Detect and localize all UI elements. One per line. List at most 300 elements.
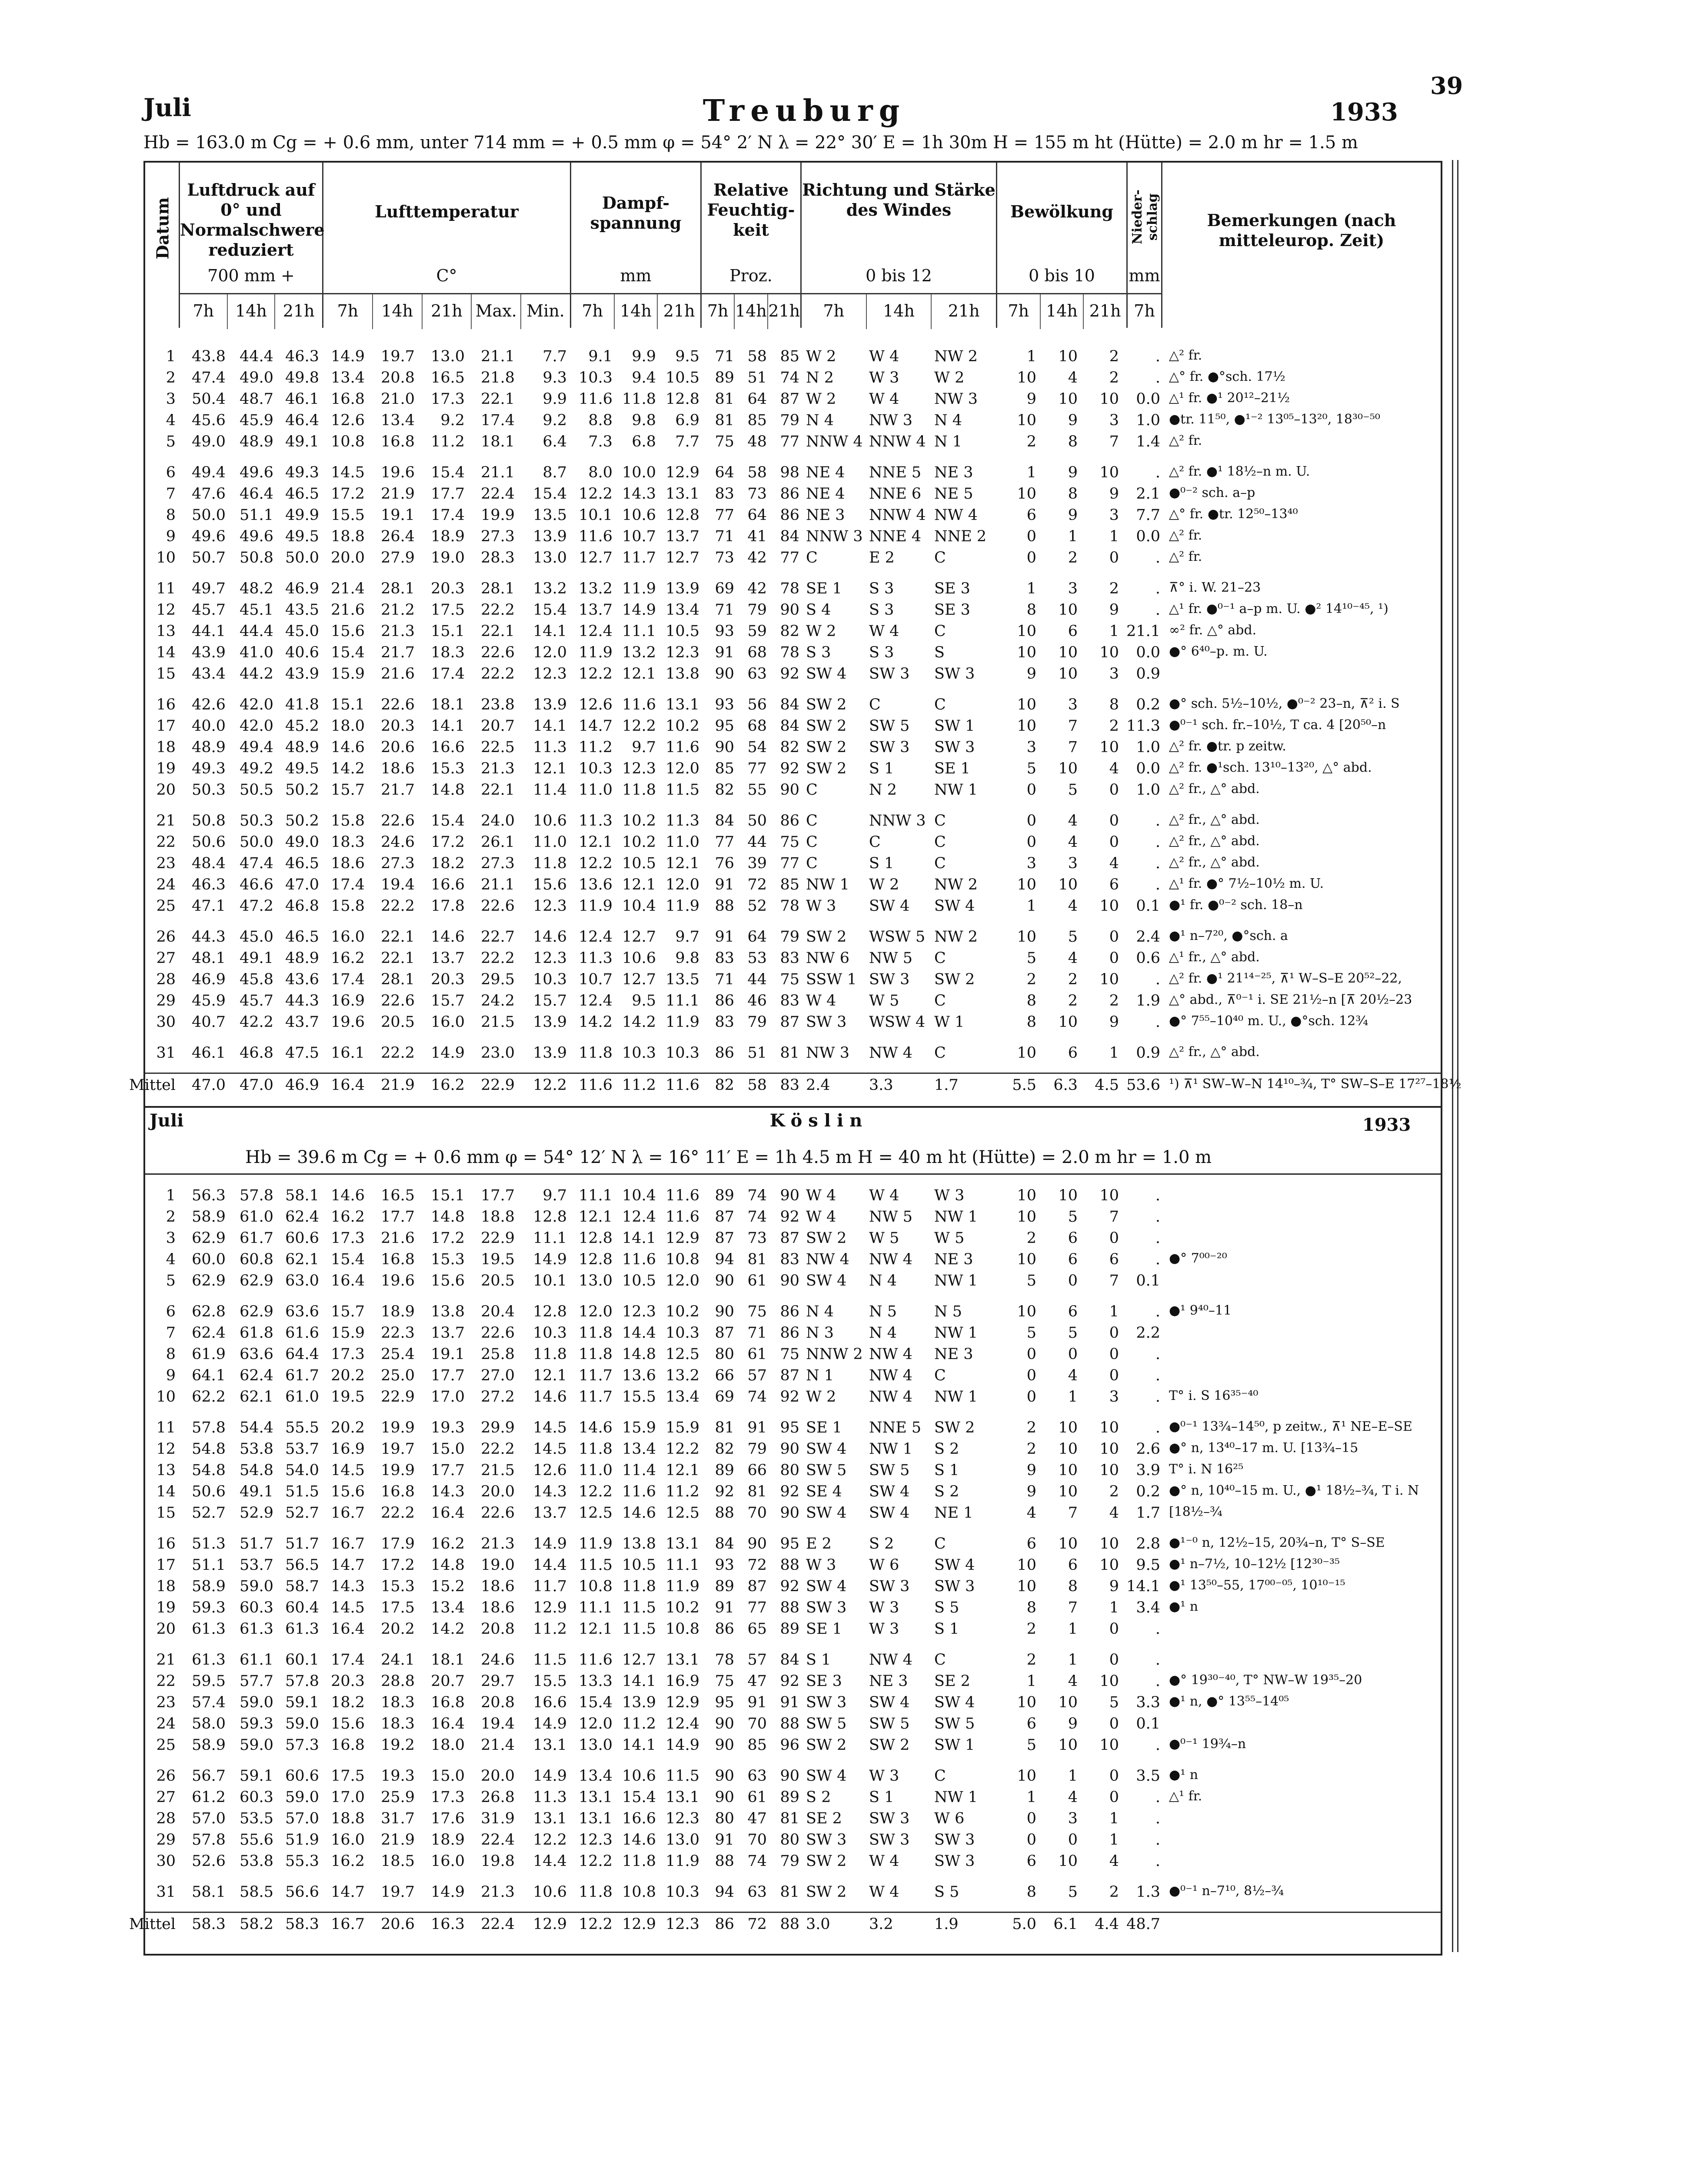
pressure-cell: 58.9 (192, 1578, 226, 1595)
wind-cell: E 2 (869, 549, 895, 566)
table-row (145, 525, 1441, 546)
vapour-cell: 13.7 (666, 528, 699, 545)
humidity-cell: 70 (747, 1504, 767, 1522)
remark-cell: △² fr., △° abd. (1169, 781, 1260, 796)
wind-cell: W 5 (934, 1229, 965, 1247)
temperature-cell: 14.6 (533, 928, 567, 946)
humidity-cell: 90 (780, 1440, 799, 1458)
cloud-cell: 10 (1099, 644, 1119, 661)
temperature-cell: 14.5 (331, 1462, 365, 1479)
pressure-cell: 50.0 (285, 549, 319, 566)
hour: 14h (735, 294, 768, 329)
humidity-cell: 80 (780, 1462, 799, 1479)
wind-cell: NW 1 (934, 1324, 978, 1342)
day-cell: 26 (156, 928, 176, 946)
pressure-cell: 48.2 (240, 580, 273, 597)
pressure-cell: 55.5 (285, 1419, 319, 1436)
temperature-cell: 27.3 (381, 855, 415, 872)
cloud-cell: 10 (1099, 739, 1119, 756)
vapour-cell: 12.0 (579, 1715, 613, 1733)
wind-cell: N 4 (869, 1324, 897, 1342)
humidity-cell: 87 (715, 1229, 734, 1247)
wind-cell: C (934, 623, 946, 640)
humidity-cell: 91 (780, 1694, 799, 1711)
vapour-cell: 10.2 (666, 1303, 699, 1320)
wind-cell: SW 3 (806, 1599, 847, 1616)
table-row (145, 693, 1441, 715)
day-cell: 24 (156, 876, 176, 893)
humidity-cell: 90 (715, 1272, 734, 1289)
temperature-cell: 24.2 (481, 992, 515, 1010)
table-row (145, 1011, 1441, 1032)
pressure-cell: 62.9 (240, 1303, 273, 1320)
humidity-cell: 70 (747, 1715, 767, 1733)
humidity-cell: 89 (715, 369, 734, 386)
table-row (145, 895, 1441, 916)
cloud-cell: 4 (1068, 1367, 1078, 1384)
cloud-cell: 4 (1109, 1504, 1119, 1522)
wind-cell: SE 3 (806, 1673, 842, 1690)
humidity-cell: 77 (780, 433, 799, 450)
remark-cell: ●° 7⁵⁵–10⁴⁰ m. U., ●°sch. 12¾ (1169, 1013, 1368, 1029)
vapour-cell: 12.1 (666, 855, 699, 872)
cloud-cell: 10 (1099, 1187, 1119, 1204)
vapour-cell: 11.3 (579, 950, 613, 967)
temperature-cell: 28.1 (381, 971, 415, 988)
pressure-cell: 52.6 (192, 1852, 226, 1870)
cloud-cell: 5 (1026, 950, 1036, 967)
day-cell: 16 (156, 696, 176, 713)
temperature-cell: 21.1 (481, 876, 515, 893)
precip-cell: . (1155, 1736, 1160, 1754)
pressure-cell: 43.7 (285, 1013, 319, 1031)
temperature-cell: 13.7 (533, 1504, 567, 1522)
vapour-unit: mm (620, 266, 652, 285)
cloud-hours (997, 293, 1126, 329)
temperature-cell: 14.2 (331, 760, 365, 777)
wind-cell: NW 3 (869, 412, 912, 429)
wind-cell: 2.4 (806, 1076, 830, 1094)
precip-cell: . (1155, 549, 1160, 566)
humidity-cell: 90 (715, 1767, 734, 1785)
temperature-cell: 20.7 (431, 1673, 465, 1690)
wind-cell: SW 2 (806, 739, 847, 756)
temperature-cell: 12.3 (533, 950, 567, 967)
vapour-cell: 9.7 (632, 739, 656, 756)
vapour-cell: 12.7 (622, 1651, 656, 1669)
temperature-cell: 16.9 (331, 1440, 365, 1458)
precip-cell: 7.7 (1136, 506, 1160, 524)
cloud-cell: 10 (1017, 1044, 1036, 1062)
humidity-cell: 82 (780, 739, 799, 756)
humidity-cell: 82 (715, 1076, 734, 1094)
table-row (145, 852, 1441, 873)
precip-cell: 3.4 (1136, 1599, 1160, 1616)
vapour-cell: 9.4 (632, 369, 656, 386)
year-label: 1933 (1330, 98, 1398, 127)
cloud-cell: 5.0 (1012, 1916, 1036, 1933)
wind-cell: SW 3 (934, 1852, 975, 1870)
temperature-cell: 31.7 (381, 1810, 415, 1827)
vapour-cell: 12.2 (579, 1483, 613, 1500)
vapour-cell: 12.9 (666, 1229, 699, 1247)
cloud-cell: 1 (1109, 1044, 1119, 1062)
precip-cell: 1.9 (1136, 992, 1160, 1010)
pressure-cell: 47.4 (192, 369, 226, 386)
table-row (145, 504, 1441, 525)
wind-cell: SW 2 (869, 1736, 910, 1754)
wind-cell: S 1 (869, 1789, 894, 1806)
vapour-cell: 10.8 (666, 1620, 699, 1638)
vapour-cell: 10.2 (622, 812, 656, 830)
cloud-cell: 5 (1068, 1883, 1078, 1901)
pressure-cell: 47.2 (240, 897, 273, 915)
precip-cell: 2.8 (1136, 1535, 1160, 1553)
day-cell: 22 (156, 833, 176, 851)
table-row (145, 1765, 1441, 1786)
humidity-cell: 79 (780, 1852, 799, 1870)
wind-cell: W 4 (869, 623, 899, 640)
vapour-cell: 11.0 (579, 1462, 613, 1479)
wind-cell: S 2 (806, 1789, 831, 1806)
humidity-cell: 83 (715, 1013, 734, 1031)
cloud-cell: 0 (1109, 549, 1119, 566)
cloud-cell: 9 (1068, 1715, 1078, 1733)
humidity-cell: 86 (715, 992, 734, 1010)
pressure-cell: 44.4 (240, 348, 273, 365)
cloud-cell: 6 (1068, 1229, 1078, 1247)
pressure-cell: 62.4 (240, 1367, 273, 1384)
table-row (145, 620, 1441, 641)
pressure-cell: 46.9 (285, 1076, 319, 1094)
humidity-cell: 80 (780, 1831, 799, 1849)
vapour-cell: 12.5 (666, 1504, 699, 1522)
temperature-cell: 27.0 (481, 1367, 515, 1384)
vapour-cell: 13.0 (579, 1272, 613, 1289)
vapour-cell: 10.8 (579, 1578, 613, 1595)
wind-cell: 3.0 (806, 1916, 830, 1933)
temperature-cell: 16.5 (381, 1187, 415, 1204)
wind-cell: NW 1 (806, 876, 849, 893)
vapour-cell: 14.3 (622, 485, 656, 503)
cloud-cell: 1 (1068, 1651, 1078, 1669)
remark-cell: ●° 6⁴⁰–p. m. U. (1169, 644, 1268, 659)
temperature-cell: 10.8 (331, 433, 365, 450)
pressure-cell: 44.4 (240, 623, 273, 640)
vapour-cell: 11.9 (579, 897, 613, 915)
cloud-cell: 3 (1068, 696, 1078, 713)
wind-cell: SW 2 (934, 1419, 975, 1436)
temperature-cell: 19.6 (381, 464, 415, 481)
humidity-cell: 82 (715, 1440, 734, 1458)
humidity-cell: 72 (747, 876, 767, 893)
pressure-cell: 64.1 (192, 1367, 226, 1384)
cloud-cell: 7 (1068, 717, 1078, 735)
wind-cell: NE 1 (934, 1504, 973, 1522)
temperature-cell: 16.9 (331, 992, 365, 1010)
pressure-cell: 49.4 (192, 464, 226, 481)
day-cell: 12 (156, 1440, 176, 1458)
humidity-cell: 64 (747, 506, 767, 524)
humidity-cell: 92 (780, 1578, 799, 1595)
table-row (145, 1248, 1441, 1269)
humidity-cell: 79 (780, 928, 799, 946)
vapour-cell: 12.4 (622, 1208, 656, 1226)
temperature-cell: 15.0 (431, 1440, 465, 1458)
temperature-cell: 13.5 (533, 506, 567, 524)
cloud-cell: 0 (1109, 1651, 1119, 1669)
temperature-cell: 15.9 (331, 665, 365, 683)
day-cell: 21 (156, 812, 176, 830)
vapour-cell: 12.1 (622, 876, 656, 893)
pressure-cell: 61.3 (192, 1620, 226, 1638)
cloud-cell: 9 (1109, 1578, 1119, 1595)
cloud-cell: 5 (1026, 1272, 1036, 1289)
temperature-cell: 22.6 (481, 897, 515, 915)
humidity-cell: 77 (780, 549, 799, 566)
cloud-cell: 2 (1109, 717, 1119, 735)
temperature-cell: 12.8 (533, 1208, 567, 1226)
humidity-cell: 65 (747, 1620, 767, 1638)
temperature-cell: 20.0 (481, 1767, 515, 1785)
temperature-cell: 17.7 (431, 1462, 465, 1479)
precip-cell: 0.2 (1136, 1483, 1160, 1500)
wind-cell: SW 2 (806, 1736, 847, 1754)
precip-cell: . (1155, 1346, 1160, 1363)
temperature-cell: 13.8 (431, 1303, 465, 1320)
remark-cell: ●° n, 10⁴⁰–15 m. U., ●¹ 18½–¾, T i. N (1169, 1483, 1419, 1498)
wind-cell: SW 4 (806, 1272, 847, 1289)
precip-cell: . (1155, 855, 1160, 872)
cloud-cell: 0 (1026, 833, 1036, 851)
col-humidity (702, 163, 802, 328)
cloud-cell: 1 (1109, 1599, 1119, 1616)
vapour-cell: 12.2 (579, 1916, 613, 1933)
humidity-cell: 78 (780, 644, 799, 661)
vapour-cell: 11.5 (622, 1599, 656, 1616)
table-row (145, 1734, 1441, 1755)
temperature-cell: 18.0 (431, 1736, 465, 1754)
temperature-cell: 13.7 (431, 1324, 465, 1342)
wind-cell: SW 1 (934, 717, 975, 735)
pressure-cell: 48.9 (192, 739, 226, 756)
pressure-cell: 43.4 (192, 665, 226, 683)
day-cell: 21 (156, 1651, 176, 1669)
precip-cell: . (1155, 1852, 1160, 1870)
wind-cell: N 4 (869, 1272, 897, 1289)
hour: 21h (283, 301, 315, 320)
vapour-cell: 12.2 (579, 665, 613, 683)
humidity-cell: 75 (747, 1303, 767, 1320)
temperature-cell: 16.6 (431, 739, 465, 756)
cloud-cell: 5.5 (1012, 1076, 1036, 1094)
temperature-cell: 21.6 (331, 601, 365, 619)
table-row (145, 461, 1441, 483)
temperature-cell: 12.9 (533, 1599, 567, 1616)
cloud-cell: 4 (1109, 1852, 1119, 1870)
day-cell: 24 (156, 1715, 176, 1733)
humidity-cell: 83 (780, 1076, 799, 1094)
pressure-cell: 52.7 (192, 1504, 226, 1522)
pressure-cell: 42.0 (240, 717, 273, 735)
vapour-cell: 10.3 (622, 1044, 656, 1062)
temperature-cell: 18.6 (481, 1599, 515, 1616)
vapour-cell: 15.9 (622, 1419, 656, 1436)
remark-cell: ●¹ 9⁴⁰–11 (1169, 1303, 1232, 1318)
humidity-cell: 69 (715, 580, 734, 597)
cloud-cell: 4 (1068, 1789, 1078, 1806)
humidity-cell: 77 (715, 833, 734, 851)
table-row (145, 1459, 1441, 1480)
humidity-cell: 81 (780, 1883, 799, 1901)
cloud-cell: 3 (1068, 1810, 1078, 1827)
vapour-cell: 11.1 (579, 1599, 613, 1616)
temperature-cell: 15.3 (381, 1578, 415, 1595)
temperature-cell: 17.4 (481, 412, 515, 429)
humidity-cell: 90 (780, 1504, 799, 1522)
temperature-cell: 14.6 (331, 1187, 365, 1204)
wind-cell: 3.2 (869, 1916, 893, 1933)
cloud-cell: 1 (1068, 528, 1078, 545)
table-row (145, 1042, 1441, 1063)
wind-cell: NNE 4 (869, 528, 922, 545)
wind-cell: W 2 (869, 876, 899, 893)
wind-cell: SW 2 (806, 1883, 847, 1901)
precip-cell: 3.3 (1136, 1694, 1160, 1711)
vapour-cell: 7.7 (675, 433, 699, 450)
temperature-cell: 19.8 (481, 1852, 515, 1870)
remark-cell: △° abd., ⊼⁰⁻¹ i. SE 21½–n [⊼ 20½–23 (1169, 992, 1412, 1007)
precip-cell: 1.3 (1136, 1883, 1160, 1901)
temperature-cell: 16.7 (331, 1504, 365, 1522)
pressure-cell: 61.3 (240, 1620, 273, 1638)
wind-cell: NW 3 (806, 1044, 849, 1062)
temperature-cell: 20.6 (381, 1916, 415, 1933)
temperature-cell: 21.0 (381, 390, 415, 408)
temperature-cell: 21.5 (481, 1013, 515, 1031)
humidity-label: Relative Feuchtig-keit (707, 180, 795, 240)
wind-cell: C (934, 696, 946, 713)
table-row (145, 990, 1441, 1011)
vapour-cell: 11.2 (622, 1715, 656, 1733)
remark-cell: ∞² fr. △° abd. (1169, 623, 1257, 638)
temperature-cell: 17.7 (431, 1367, 465, 1384)
pressure-cell: 47.0 (285, 876, 319, 893)
humidity-cell: 84 (715, 812, 734, 830)
pressure-cell: 58.9 (192, 1208, 226, 1226)
temperature-cell: 16.2 (331, 950, 365, 967)
humidity-cell: 89 (715, 1187, 734, 1204)
cloud-cell: 0 (1109, 1620, 1119, 1638)
wind-cell: W 3 (869, 1767, 899, 1785)
cloud-cell: 10 (1058, 1462, 1078, 1479)
temperature-cell: 14.5 (533, 1440, 567, 1458)
table-row (145, 1554, 1441, 1575)
temperature-cell: 7.7 (543, 348, 567, 365)
cloud-cell: 1 (1026, 580, 1036, 597)
cloud-cell: 7 (1109, 1208, 1119, 1226)
cloud-cell: 3 (1026, 855, 1036, 872)
cloud-cell: 0 (1026, 549, 1036, 566)
pressure-cell: 43.9 (192, 644, 226, 661)
vapour-cell: 10.3 (579, 369, 613, 386)
vapour-cell: 10.7 (579, 971, 613, 988)
pressure-cell: 47.4 (240, 855, 273, 872)
temperature-cell: 22.1 (481, 623, 515, 640)
temperature-cell: 18.9 (431, 528, 465, 545)
pressure-cell: 48.9 (285, 950, 319, 967)
vapour-cell: 14.8 (622, 1346, 656, 1363)
temperature-cell: 17.3 (431, 390, 465, 408)
precip-cell: . (1155, 876, 1160, 893)
temperature-cell: 22.2 (381, 1044, 415, 1062)
temperature-unit: C° (436, 266, 457, 285)
precip-cell: . (1155, 1303, 1160, 1320)
precip-cell: 0.2 (1136, 696, 1160, 713)
day-cell: 27 (156, 1789, 176, 1806)
cloud-cell: 6 (1068, 1251, 1078, 1268)
wind-cell: C (869, 696, 881, 713)
humidity-cell: 73 (747, 1229, 767, 1247)
temperature-cell: 17.9 (381, 1535, 415, 1553)
humidity-cell: 59 (747, 623, 767, 640)
temperature-cell: 14.9 (431, 1883, 465, 1901)
wind-cell: NW 3 (934, 390, 978, 408)
cloud-cell: 10 (1058, 1187, 1078, 1204)
wind-cell: W 4 (806, 992, 836, 1010)
remark-cell: ●¹ n–7½, 10–12½ [12³⁰⁻³⁵ (1169, 1556, 1340, 1572)
vapour-cell: 13.6 (579, 876, 613, 893)
wind-cell: W 2 (806, 348, 836, 365)
hour: 14h (1041, 294, 1084, 329)
wind-cell: NW 1 (934, 781, 978, 799)
temperature-cell: 19.4 (481, 1715, 515, 1733)
humidity-cell: 83 (715, 950, 734, 967)
humidity-cell: 68 (747, 644, 767, 661)
temperature-cell: 16.0 (331, 1831, 365, 1849)
temperature-cell: 28.3 (481, 549, 515, 566)
cloud-cell: 10 (1099, 1419, 1119, 1436)
cloud-cell: 6 (1109, 1251, 1119, 1268)
temperature-cell: 12.3 (533, 665, 567, 683)
pressure-cell: 63.6 (285, 1303, 319, 1320)
precip-cell: 1.0 (1136, 412, 1160, 429)
humidity-unit: Proz. (729, 266, 772, 285)
wind-cell: S 2 (934, 1440, 959, 1458)
wind-cell: NNW 4 (869, 433, 926, 450)
pressure-cell: 43.6 (285, 971, 319, 988)
table-row (145, 968, 1441, 990)
temperature-cell: 21.3 (481, 1535, 515, 1553)
cloud-cell: 8 (1026, 601, 1036, 619)
day-cell: 8 (166, 1346, 176, 1363)
temperature-cell: 14.7 (331, 1556, 365, 1574)
day-cell: 23 (156, 855, 176, 872)
cloud-cell: 10 (1017, 717, 1036, 735)
vapour-cell: 13.8 (666, 665, 699, 683)
pressure-cell: 49.5 (285, 528, 319, 545)
vapour-cell: 11.9 (666, 1013, 699, 1031)
remark-cell: [18½–¾ (1169, 1504, 1223, 1519)
vapour-cell: 13.1 (666, 1535, 699, 1553)
temperature-cell: 14.5 (331, 1599, 365, 1616)
remark-cell: △² fr. (1169, 528, 1202, 543)
temperature-cell: 12.2 (533, 1076, 567, 1094)
precip-cell: . (1155, 1251, 1160, 1268)
vapour-cell: 6.8 (632, 433, 656, 450)
cloud-cell: 1 (1109, 623, 1119, 640)
remark-cell: ●⁰⁻¹ n–7¹⁰, 8½–¾ (1169, 1883, 1284, 1899)
